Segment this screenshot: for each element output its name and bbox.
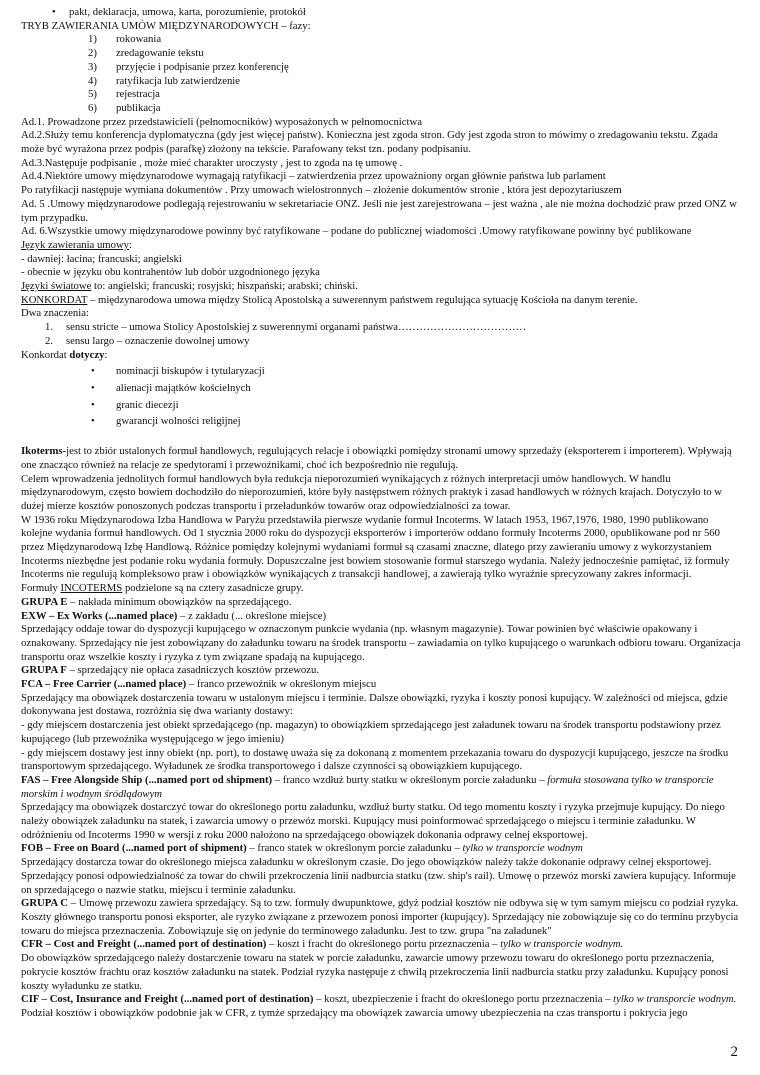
phase-item: 6) publikacja bbox=[88, 101, 161, 114]
document-page bbox=[21, 6, 741, 1021]
fca-variant-1: - gdy miejscem dostarczenia jest obiekt sprzedającego (np. magazyn) to obowiązkiem sprzedającego jest załadunek towaru na środek transportu podstawiony przez kupującego (lub przewoźnika występującego w jego imieniu) bbox=[21, 719, 721, 745]
konkordat-items bbox=[21, 365, 741, 429]
konkordat-item: • alienacji majątków kościelnych bbox=[21, 382, 741, 396]
konkordat-definition: KONKORDAT – międzynarodowa umowa między Stolicą Apostolską a suwerennym państwem regulująca sytuację Kościoła na danym terenie. bbox=[21, 293, 638, 306]
fas-heading: FAS – Free Alongside Ship (...named port od shipment) – franco wzdłuż burty statku w określonym porcie załadunku – formuła stosowana tylko w transporcie morskim i wodnym śródlądowym bbox=[21, 773, 714, 800]
meaning-list bbox=[21, 321, 741, 348]
ikoterms-paragraph: Ikoterms-jest to zbiór ustalonych formuł handlowych, regulujących relacje i obowiązki pomiędzy stronami umowy sprzedaży (eksporterem i importerem). Wpływają one znacząco również na relacje ze spedytorami i przewoźnikami, choć ich bezpośrednio nie regulują. bbox=[21, 445, 732, 471]
cfr-paragraph: Do obowiązków sprzedającego należy dostarczenie towaru na statek w porcie załadunku, zawarcie umowy przewozu towaru do określonego portu przeznaczenia, pokrycie kosztów frachtu oraz kosztów załadunku na statek. Podział ryzyka następuje z chwilą przekroczenia linii nadburcia statku przy załadunku. Kupujący ponosi koszty wyładunku ze statku. bbox=[21, 952, 729, 992]
section-gap bbox=[21, 429, 741, 445]
forms-bullet: • pakt, deklaracja, umowa, karta, porozumienie, protokół bbox=[21, 6, 741, 20]
fca-variant-2: - gdy miejscem dostawy jest inny obiekt (np. port), to dostawę uważa się za dokonaną z momentem przekazania towaru do dyspozycji kupującego, jeszcze na środku transportowym sprzedającego. Wyładunek ze środka transportowego i dalsze czynności są obowiązkiem kupującego. bbox=[21, 746, 729, 773]
grupa-c-paragraph: GRUPA C – Umowę przewozu zawiera sprzedający. Są to tzw. formuły dwupunktowe, gdyż podział kosztów nie odbywa się w tym samym miejscu co podział ryzyka. Koszty głównego transportu ponosi eksporter, ale ryzyko związane z przewozem ponosi importer (kupujący). Sprzedający nie zobowiązuje się co do terminu przybycia towaru do miejsca przeznaczenia. Zobowiązuje się on jedynie do terminowego załadunku. Jest to tzw. grupa "na załadunek" bbox=[21, 897, 739, 937]
meaning-item: 2. sensu largo – oznaczenie dowolnej umowy bbox=[45, 334, 250, 347]
ad5-paragraph: Ad. 5 .Umowy międzynarodowe podlegają rejestrowaniu w sekretariacie ONZ. Jeśli nie jest zarejestrowana – jest ważna , ale nie można dochodzić praw przed ONZ w tym przypadku. bbox=[21, 197, 737, 224]
meaning-item: 1. sensu stricte – umowa Stolicy Apostolskiej z suwerennymi organami państwa……………………………… bbox=[45, 321, 527, 334]
dawniej-line: - dawniej: łacina; francuski; angielski bbox=[21, 252, 182, 265]
grupa-e-heading: GRUPA E – nakłada minimum obowiązków na sprzedającego. bbox=[21, 595, 292, 608]
page-number: 2 bbox=[730, 1044, 738, 1060]
fas-paragraph: Sprzedający ma obowiązek dostarczyć towar do określonego portu załadunku, wzdłuż burty statku. Od tego momentu koszty i ryzyka przejmuje kupujący. Do niego należy obowiązek załadunku na statek, i zawarcia umowy o przewóz morski. Kupujący musi poinformować sprzedającego o miejscu i terminie załadunku. W odróżnieniu od Incoterms 1990 w wersji z roku 2000 nałożono na sprzedającego obowiązek dokonania odprawy celnej eksportowej. bbox=[21, 801, 725, 841]
phase-item: 1) rokowania bbox=[88, 33, 162, 46]
exw-paragraph: Sprzedający oddaje towar do dyspozycji kupującego w oznaczonym punkcie wydania (np. własnym magazynie). Towar powinien być właściwie opakowany i oznakowany. Sprzedający nie jest zobowiązany do załadunku towaru na środek transportu – zawiadamia on tylko kupującego o warunkach odbioru towaru. Organizacja transportu oraz wszelkie koszty i ryzyka z tym związane spadają na kupującego. bbox=[21, 623, 741, 663]
ad4-paragraph: Ad.4.Niektóre umowy międzynarodowe wymagają ratyfikacji – zatwierdzenia przez upoważniony organ głównie państwa lub parlament bbox=[21, 170, 606, 183]
dwa-znaczenia: Dwa znaczenia: bbox=[21, 307, 89, 320]
konkordat-item: • gwarancji wolności religijnej bbox=[21, 415, 741, 429]
phase-item: 3) przyjęcie i podpisanie przez konferencję bbox=[88, 60, 289, 73]
cif-paragraph: Podział kosztów i obowiązków podobnie jak w CFR, z tymże sprzedający ma obowiązek zawarcia umowy ubezpieczenia na czas transportu i pokrycia jego bbox=[21, 1006, 688, 1019]
konkordat-item: • granic diecezji bbox=[21, 399, 741, 413]
konkordat-item: • nominacji biskupów i tytularyzacji bbox=[21, 365, 741, 379]
jezyk-heading: Język zawierania umowy: bbox=[21, 238, 133, 251]
grupa-f-heading: GRUPA F – sprzedający nie opłaca zasadniczych kosztów przewozu. bbox=[21, 664, 320, 677]
swiatowe-line: Języki światowe to: angielski; francuski; rosyjski; hiszpański; arabski; chiński. bbox=[21, 280, 358, 293]
celem-paragraph: Celem wprowadzenia jednolitych formuł handlowych była redukcja nieporozumień wynikających z różnych interpretacji umów handlowych. W handlu międzynarodowym, często bowiem dochodziło do nieporozumień, które były następstwem różnych praktyk i zasad handlowych w różnych krajach. Dotyczyło to w dużej mierze kosztów ponoszonych podczas transportu i przeładunków towarów oraz odpowiedzialności za towar. bbox=[21, 472, 723, 512]
fob-heading: FOB – Free on Board (...named port of shipment) – franco statek w określonym porcie załadunku – tylko w transporcie wodnym bbox=[21, 842, 583, 855]
exw-heading: EXW – Ex Works (...named place) – z zakładu (... określone miejsce) bbox=[21, 609, 327, 622]
fca-heading: FCA – Free Carrier (...named place) – franco przewoźnik w określonym miejscu bbox=[21, 678, 377, 691]
phase-item: 5) rejestracja bbox=[88, 88, 160, 101]
ratyfikacja-paragraph: Po ratyfikacji następuje wymiana dokumentów . Przy umowach wielostronnych – złożenie dokumentów stronie , która jest depozytariuszem bbox=[21, 184, 622, 197]
ad1-paragraph: Ad.1. Prowadzone przez przedstawicieli (pełnomocników) wyposażonych w pełnomocnictwa bbox=[21, 115, 422, 128]
ad2-paragraph: Ad.2.Służy temu konferencja dyplomatyczna (gdy jest więcej państw). Konieczna jest zgoda stron. Gdy jest zgoda stron to mówimy o zredagowaniu tekstu. Zgada może być wyrażona przez podpis (parafkę) złożony na tekście. Parafowany tekst tzn. podany podpisaniu. bbox=[21, 129, 718, 156]
obecnie-line: - obecnie w języku obu kontrahentów lub dobór uzgodnionego języka bbox=[21, 266, 320, 279]
history-paragraph: W 1936 roku Międzynarodowa Izba Handlowa w Paryżu przedstawiła pierwsze wydanie formuł Incoterms. W latach 1953, 1967,1976, 1980, 1990 publikowano kolejne wydania formuł handlowych. Od 1 stycznia 2000 roku do dyspozycji eksporterów i importerów oddano formuły Incoterms 2000, opublikowane pod nr 560 przez Międzynarodową Izbę Handlową. Różnice pomiędzy kolejnymi wydaniami formuł są czasami znaczne, dlatego przy zawieraniu umowy z wykorzystaniem Incoterms niezbędne jest podanie roku wydania formuły. Dopuszczalne jest bowiem stosowanie formuł starszego wydania. Należy jednocześnie pamiętać, iż formuły Incoterms nie regulują kompleksowo praw i obowiązków wynikających z transakcji handlowej, a zawierają tylko wyraźnie sprecyzowany zakres informacji. bbox=[21, 513, 730, 581]
cfr-heading: CFR – Cost and Freight (...named port of destination) – koszt i fracht do określonego portu przeznaczenia – tylko w transporcie wodnym. bbox=[21, 938, 624, 951]
cif-heading: CIF – Cost, Insurance and Freight (...named port of destination) – koszt, ubezpieczenie i fracht do określonego portu przeznaczenia – tylko w transporcie wodnym. bbox=[21, 993, 737, 1006]
fca-paragraph: Sprzedający ma obowiązek dostarczenia towaru w ustalonym miejscu i terminie. Dalsze obowiązki, ryzyka i koszty ponosi kupujący. W zależności od miejsca, gdzie dokonywana jest dostawa, rozróżnia się dwa warianty dostawy: bbox=[21, 691, 728, 718]
konkordat-dotyczy: Konkordat dotyczy: bbox=[21, 348, 108, 361]
phase-item: 4) ratyfikacja lub zatwierdzenie bbox=[88, 74, 241, 87]
phase-list bbox=[21, 33, 741, 115]
formuly-line: Formuły INCOTERMS podzielone są na cztery zasadnicze grupy. bbox=[21, 582, 304, 595]
ad6-paragraph: Ad. 6.Wszystkie umowy międzynarodowe powinny być ratyfikowane – podane do publicznej wiadomości .Umowy ratyfikowane powinny być publikowane bbox=[21, 225, 692, 238]
fob-paragraph: Sprzedający dostarcza towar do określonego miejsca załadunku w określonym czasie. Do jego obowiązków należy także dokonanie odprawy celnej eksportowej. Sprzedający ponosi odpowiedzialność za towar do chwili przekroczenia linii nadburcia statku (tzw. ship's rail). Umowę o przewóz morski zawiera kupujący. Informuje on sprzedającego o nazwie statku, miejscu i terminie załadunku. bbox=[21, 856, 736, 896]
ad3-paragraph: Ad.3.Następuje podpisanie , może mieć charakter uroczysty , jest to zgoda na tę umowę . bbox=[21, 156, 403, 169]
tryb-heading: TRYB ZAWIERANIA UMÓW MIĘDZYNARODOWYCH – fazy: bbox=[21, 19, 311, 32]
phase-item: 2) zredagowanie tekstu bbox=[88, 47, 204, 60]
